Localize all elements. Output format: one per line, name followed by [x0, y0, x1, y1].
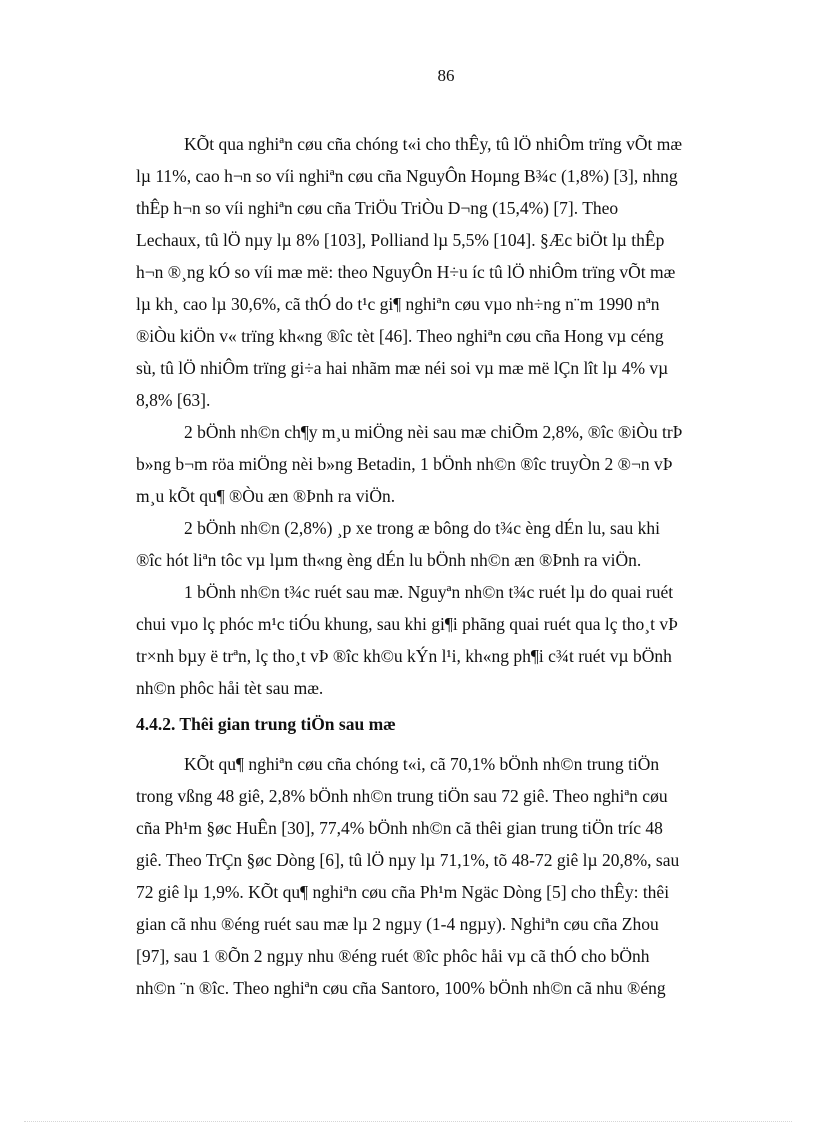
- paragraph-abdominal-abscess: 2 bÖnh nh©n (2,8%) ¸p xe trong æ bông do t¾c èng dÉn lu, sau khi ®îc hót liªn tôc vµ lµm th«ng èng dÉn lu bÖnh nh©n æn ®Þnh ra viÖn.: [136, 518, 661, 570]
- page-number: 86: [437, 66, 455, 85]
- paragraph-flatus-time: KÕt qu¶ nghiªn cøu cña chóng t«i, cã 70,1% bÖnh nh©n trung tiÖn trong vßng 48 giê, 2,8% bÖnh nh©n trung tiÖn sau 72 giê. Theo nghiªn cøu cña Ph¹m §øc HuÊn [30], 77,4% bÖnh nh©n cã thêi gian trung tiÖn tríc 48 giê. Theo TrÇn §øc Dòng [6], tû lÖ nµy lµ 71,1%, tõ 48-72 giê lµ 20,8%, sau 72 giê lµ 1,9%. KÕt qu¶ nghiªn cøu cña Ph¹m Ngäc Dòng [5] cho thÊy: thêi gian cã nhu ®éng ruét sau mæ lµ 2 ngµy (1-4 ngµy). Nghiªn cøu cña Zhou [97], sau 1 ®Õn 2 ngµy nhu ®éng ruét ®îc phôc håi vµ cã thÓ cho bÖnh nh©n ¨n ®îc. Theo nghiªn cøu cña Santoro, 100% bÖnh nh©n cã nhu ®éng: [136, 754, 680, 998]
- paragraph-wound-infection: KÕt qua nghiªn cøu cña chóng t«i cho thÊy, tû lÖ nhiÔm trïng vÕt mæ lµ 11%, cao h¬n so víi nghiªn cøu cña NguyÔn Hoµng B¾c (1,8%) [3], nhng thÊp h¬n so víi nghiªn cøu cña TriÖu TriÒu D¬ng (15,4%) [7]. Theo Lechaux, tû lÖ nµy lµ 8% [103], Polliand lµ 5,5% [104]. §Æc biÖt lµ thÊp h¬n ®¸ng kÓ so víi mæ më: theo NguyÔn H÷u íc tû lÖ nhiÔm trïng vÕt mæ lµ kh¸ cao lµ 30,6%, cã thÓ do t¹c gi¶ nghiªn cøu vµo nh÷ng n¨m 1990 nªn ®iÒu kiÖn v« trïng kh«ng ®îc tèt [46]. Theo nghiªn cøu cña Hong vµ céng sù, tû lÖ nhiÔm trïng gi÷a hai nhãm mæ néi soi vµ mæ më lÇn lît lµ 4% vµ 8,8% [63].: [136, 134, 683, 410]
- paragraph-bowel-obstruction: 1 bÖnh nh©n t¾c ruét sau mæ. Nguyªn nh©n t¾c ruét lµ do quai ruét chui vµo lç phóc m¹c tiÓu khung, sau khi gi¶i phãng quai ruét qua lç tho¸t vÞ tr×nh bµy ë trªn, lç tho¸t vÞ ®îc kh©u kÝn l¹i, kh«ng ph¶i c¾t ruét vµ bÖnh nh©n phôc håi tèt sau mæ.: [136, 582, 678, 698]
- paragraph-anastomotic-bleeding: 2 bÖnh nh©n ch¶y m¸u miÖng nèi sau mæ chiÕm 2,8%, ®îc ®iÒu trÞ b»ng b¬m röa miÖng nèi b»ng Betadin, 1 bÖnh nh©n ®îc truyÒn 2 ®¬n vÞ m¸u kÕt qu¶ ®Òu æn ®Þnh ra viÖn.: [136, 422, 683, 506]
- page-body: [136, 128, 740, 1004]
- page-bottom-divider: [24, 1121, 792, 1122]
- section-heading: 4.4.2. Thêi gian trung tiÖn sau mæ: [136, 714, 396, 734]
